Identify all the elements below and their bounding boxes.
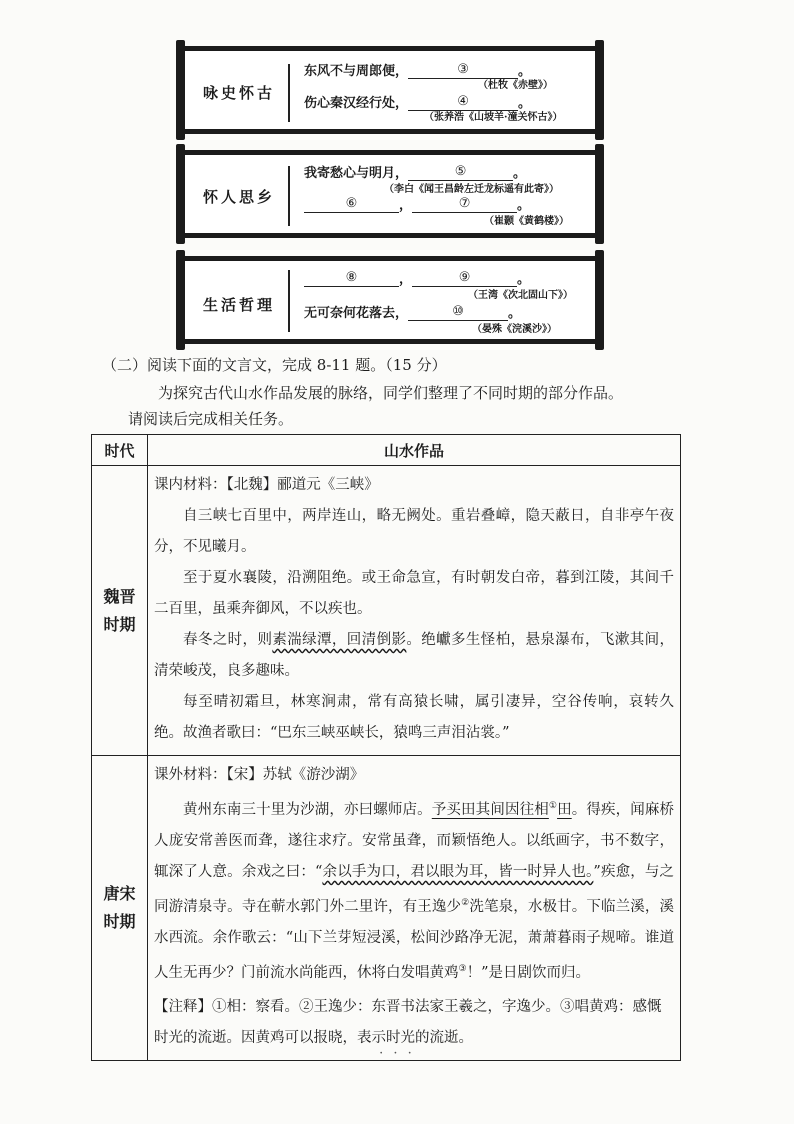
intro-line-2: 请阅读后完成相关任务。 <box>128 410 294 428</box>
works-cell <box>148 756 681 1061</box>
text-run: 黄州东南三十里为沙湖，亦曰螺师店。 <box>183 801 432 818</box>
page-footer: · · · <box>379 1046 415 1061</box>
material-label: 课内材料：【北魏】郦道元《三峡》 <box>154 477 379 493</box>
works-cell <box>148 466 681 756</box>
era-label: 时期 <box>103 614 136 634</box>
verse-text: 我寄愁心与明月， <box>304 166 409 181</box>
poem-scroll-3 <box>178 256 602 344</box>
fill-blank[interactable]: ⑤ <box>408 165 513 181</box>
scroll-top-band <box>178 256 602 261</box>
table-row <box>92 466 681 756</box>
material-label: 课外材料：【宋】苏轼《游沙湖》 <box>154 767 365 783</box>
scroll-line-1: 我寄愁心与明月， ⑤ 。 <box>304 164 527 181</box>
poem-scroll-2 <box>178 150 602 238</box>
scroll-top-band <box>178 150 602 155</box>
footnote-mark: ③ <box>458 963 467 974</box>
works-table <box>91 434 681 1061</box>
text-run: ”疾愈，与之同游清泉寺。寺在蕲水郭门外二里许，有王逸少 <box>154 863 675 915</box>
underlined-sentence: 予买田其间因往相 <box>431 801 549 818</box>
scroll-right-rod <box>595 144 604 244</box>
scroll-right-rod <box>595 40 604 140</box>
era-cell <box>92 756 148 1061</box>
verse-text: 无可奈何花落去， <box>304 306 409 321</box>
passage-paragraph: 至于夏水襄陵，沿溯阻绝。或王命急宣，有时朝发白帝，暮到江陵，其间千二百里，虽乘奔御风，不以疾也。 <box>154 570 674 617</box>
text-run: 春冬之时，则 <box>183 632 273 648</box>
footnote-mark: ① <box>548 801 558 811</box>
underlined-sentence: 素湍绿潭，回清倒影 <box>272 632 407 648</box>
scroll-left-rod <box>176 250 185 350</box>
scroll-line-2: 伤心秦汉经行处， ④ 。 <box>304 94 532 111</box>
passage-paragraph <box>154 625 674 687</box>
scroll-line-1: 东风不与周郎便， ③ 。 <box>304 62 532 79</box>
table-row <box>92 756 681 1061</box>
annotation-note: 【注释】①相：察看。②王逸少：东晋书法家王羲之，字逸少。③唱黄鸡：感慨时光的流逝。因黄鸡可以报晓，表示时光的流逝。 <box>154 999 662 1047</box>
era-label: 魏晋 <box>103 586 136 606</box>
scroll-right-rod <box>595 250 604 350</box>
scroll-line-2: 无可奈何花落去， ⑩ 。 <box>304 304 522 321</box>
text-run: 。绝巘多生怪柏，悬泉瀑布，飞漱其间，清荣峻茂，良多趣味。 <box>154 632 674 679</box>
verse-source: （杜牧《赤壁》） <box>478 80 553 91</box>
scroll-divider <box>288 64 290 122</box>
header-works: 山水作品 <box>148 435 681 466</box>
scroll-divider <box>288 270 290 332</box>
passage-paragraph: 每至晴初霜旦，林寒涧肃，常有高猿长啸，属引凄异，空谷传响，哀转久绝。故渔者歌曰：“巴东三峡巫峡长，猿鸣三声泪沾裳。” <box>154 694 674 741</box>
section-heading: （二）阅读下面的文言文，完成 8-11 题。（15 分） <box>102 356 447 374</box>
fill-blank[interactable]: ⑩ <box>408 305 508 321</box>
scroll-theme: 咏史怀古 <box>202 84 275 102</box>
scroll-divider <box>288 166 290 226</box>
verse-source: （李白《闻王昌龄左迁龙标遥有此寄》） <box>384 184 559 195</box>
poem-scroll-1 <box>178 46 602 134</box>
scroll-top-band <box>178 46 602 51</box>
scroll-line-2: ⑥ ， ⑦ 。 <box>304 194 530 213</box>
scroll-left-rod <box>176 144 185 244</box>
verse-source: （晏殊《浣溪沙》） <box>472 324 557 335</box>
verse-text: 东风不与周郎便， <box>304 64 409 79</box>
fill-blank[interactable]: ⑥ <box>304 197 399 213</box>
scroll-theme: 怀人思乡 <box>202 188 275 206</box>
era-label: 时期 <box>103 912 136 932</box>
fill-blank[interactable]: ⑨ <box>412 271 517 287</box>
table-header-row <box>92 435 681 466</box>
scroll-line-1: ⑧ ， ⑨ 。 <box>304 268 530 287</box>
era-label: 唐宋 <box>103 884 136 904</box>
scroll-bottom-band <box>178 129 602 134</box>
footnote-mark: ② <box>461 897 470 908</box>
scroll-bottom-band <box>178 339 602 344</box>
text-run: 。得疾，闻麻桥人庞安常善医而聋，遂往求疗。安常虽聋，而颖悟绝人。以纸画字，书不数字，辄深了人意。余戏之曰：“ <box>154 801 675 880</box>
passage-paragraph: 自三峡七百里中，两岸连山，略无阙处。重岩叠嶂，隐天蔽日，自非亭午夜分，不见曦月。 <box>154 508 674 555</box>
text-run: 洗笔泉，水极甘。下临兰溪，溪水西流。余作歌云：“山下兰芽短浸溪，松间沙路净无泥，萧萧暮雨子规啼。谁道人生无再少？门前流水尚能西，休将白发唱黄鸡 <box>154 898 675 981</box>
underlined-sentence: 田 <box>557 801 572 818</box>
fill-blank[interactable]: ⑦ <box>412 197 517 213</box>
verse-source: （崔颢《黄鹤楼》） <box>484 216 569 227</box>
verse-text: 伤心秦汉经行处， <box>304 96 409 111</box>
scroll-theme: 生活哲理 <box>202 296 275 314</box>
underlined-sentence: 余以手为口，君以眼为耳，皆一时异人也。 <box>322 863 594 880</box>
era-cell <box>92 466 148 756</box>
text-run: ！”是日剧饮而归。 <box>466 964 590 981</box>
fill-blank[interactable]: ③ <box>408 63 518 79</box>
fill-blank[interactable]: ④ <box>408 95 518 111</box>
verse-source: （张养浩《山坡羊·潼关怀古》） <box>424 112 563 123</box>
verse-source: （王湾《次北固山下》） <box>468 290 573 301</box>
scroll-left-rod <box>176 40 185 140</box>
passage-paragraph <box>154 791 674 988</box>
intro-line-1: 为探究古代山水作品发展的脉络，同学们整理了不同时期的部分作品。 <box>158 384 624 402</box>
fill-blank[interactable]: ⑧ <box>304 271 399 287</box>
scroll-bottom-band <box>178 233 602 238</box>
header-era: 时代 <box>92 435 148 466</box>
